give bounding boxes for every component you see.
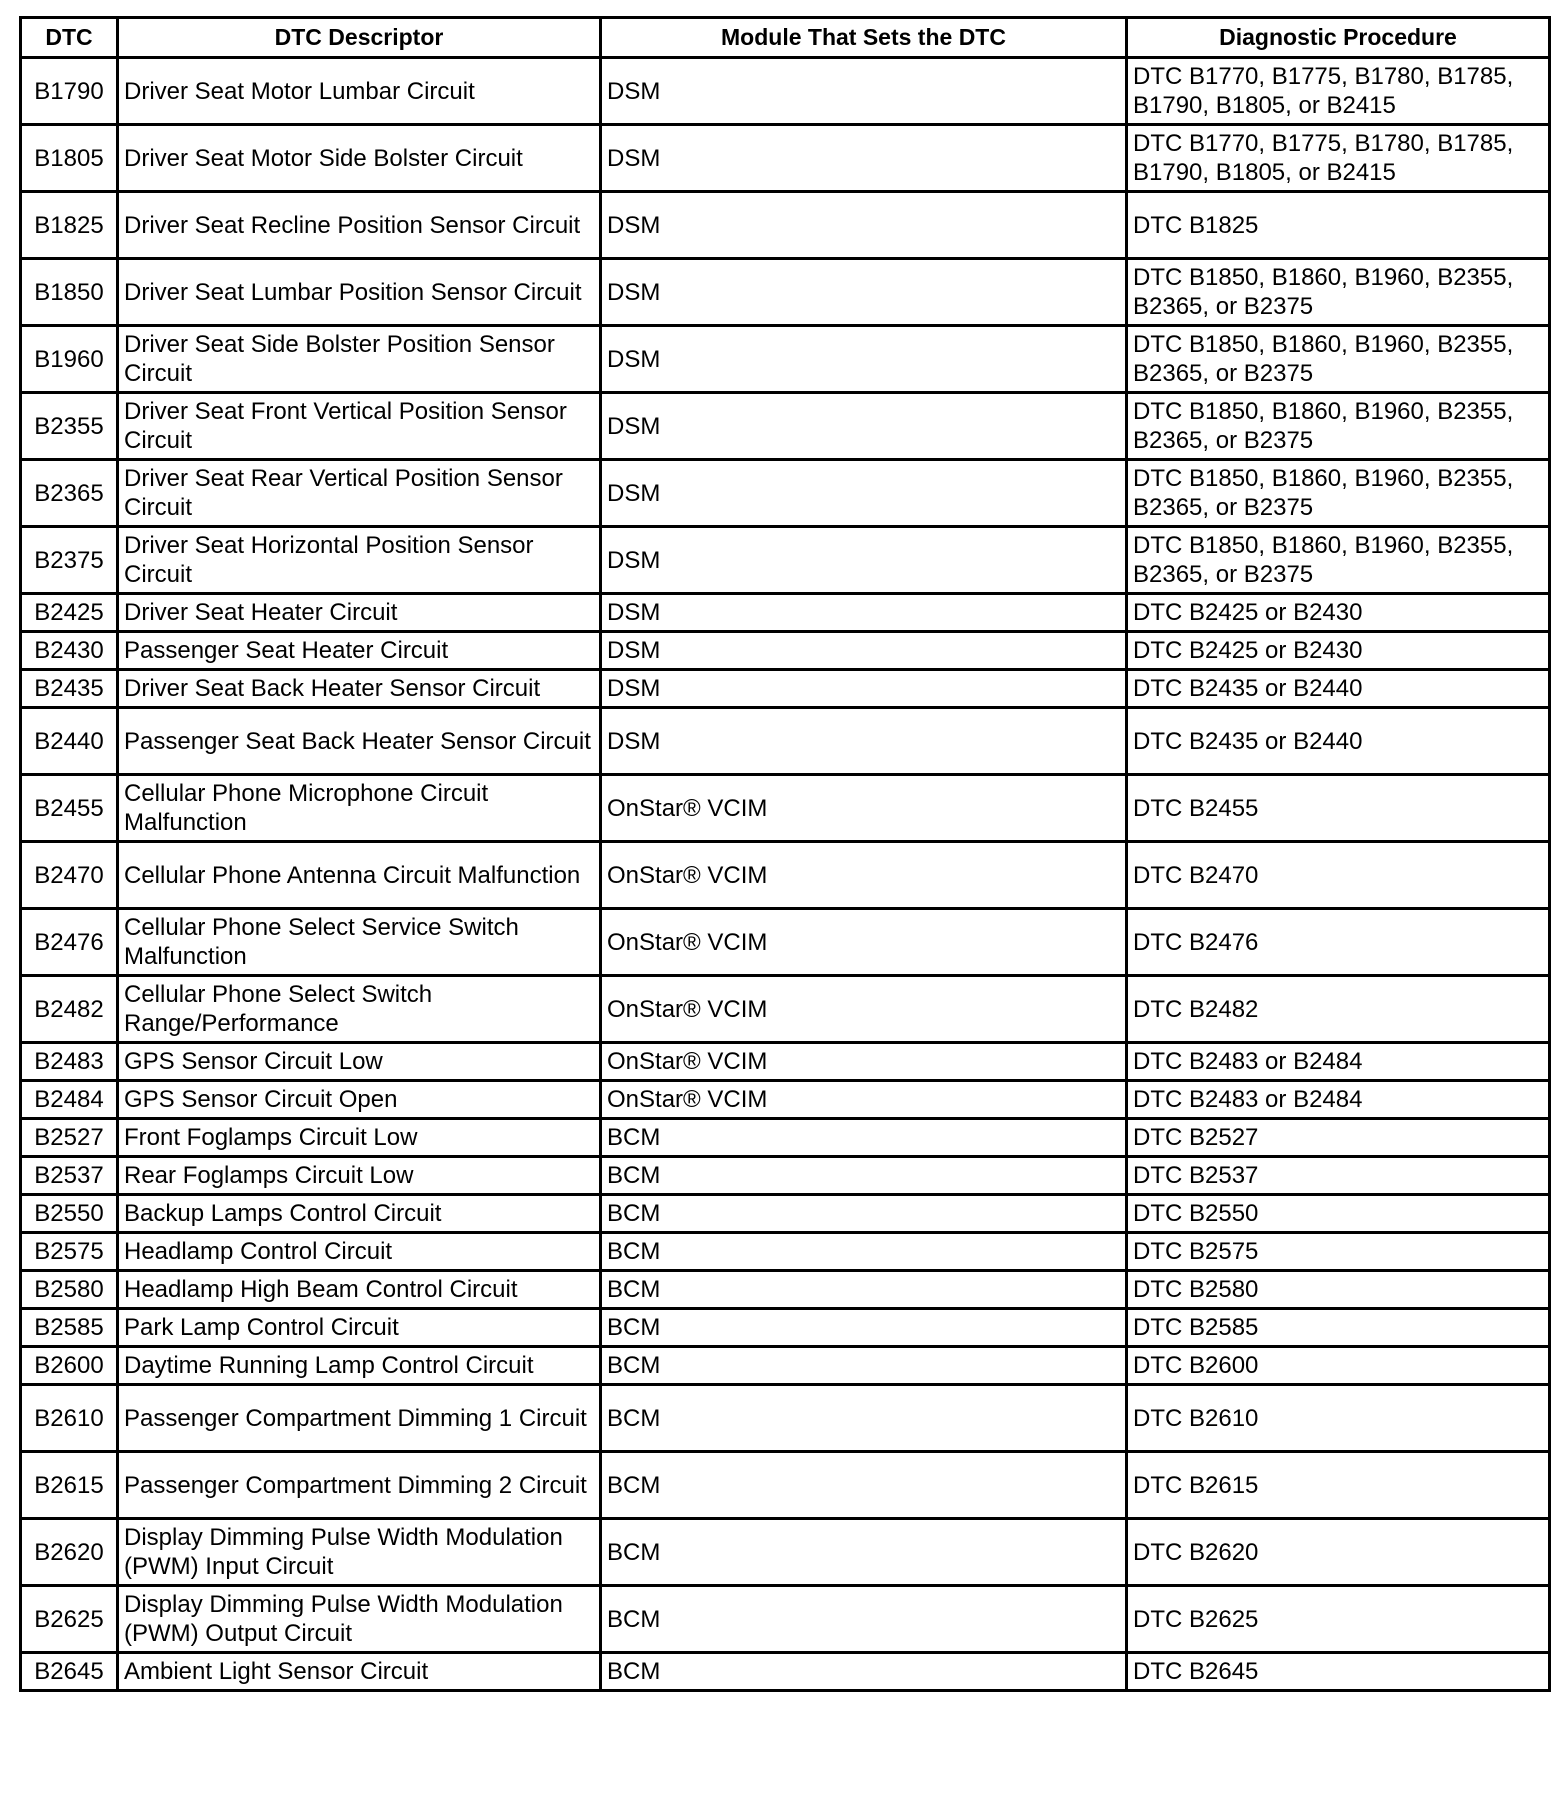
dtc-cell: B2610 <box>21 1385 118 1452</box>
table-row <box>21 632 1550 670</box>
dtc-cell: B2440 <box>21 708 118 775</box>
dtc-cell: B2537 <box>21 1157 118 1195</box>
procedure-cell: DTC B2600 <box>1127 1347 1550 1385</box>
descriptor-cell: Driver Seat Lumbar Position Sensor Circuit <box>118 259 601 326</box>
module-cell: DSM <box>601 670 1127 708</box>
procedure-cell: DTC B2610 <box>1127 1385 1550 1452</box>
descriptor-cell: Passenger Seat Back Heater Sensor Circuit <box>118 708 601 775</box>
module-cell: BCM <box>601 1119 1127 1157</box>
descriptor-cell: Park Lamp Control Circuit <box>118 1309 601 1347</box>
descriptor-cell: Headlamp Control Circuit <box>118 1233 601 1271</box>
dtc-cell: B2620 <box>21 1519 118 1586</box>
dtc-cell: B2375 <box>21 527 118 594</box>
descriptor-cell: Display Dimming Pulse Width Modulation (PWM) Output Circuit <box>118 1586 601 1653</box>
procedure-cell: DTC B1825 <box>1127 192 1550 259</box>
descriptor-cell: Cellular Phone Select Switch Range/Performance <box>118 976 601 1043</box>
module-cell: DSM <box>601 326 1127 393</box>
dtc-cell: B2625 <box>21 1586 118 1653</box>
dtc-cell: B2645 <box>21 1653 118 1691</box>
table-row <box>21 1043 1550 1081</box>
module-cell: DSM <box>601 393 1127 460</box>
descriptor-cell: Cellular Phone Select Service Switch Malfunction <box>118 909 601 976</box>
module-cell: BCM <box>601 1347 1127 1385</box>
dtc-cell: B2455 <box>21 775 118 842</box>
table-row <box>21 1452 1550 1519</box>
module-cell: OnStar® VCIM <box>601 909 1127 976</box>
module-cell: DSM <box>601 192 1127 259</box>
dtc-table <box>19 16 1551 1692</box>
table-row <box>21 976 1550 1043</box>
procedure-cell: DTC B1770, B1775, B1780, B1785, B1790, B1805, or B2415 <box>1127 58 1550 125</box>
module-cell: BCM <box>601 1653 1127 1691</box>
module-cell: OnStar® VCIM <box>601 976 1127 1043</box>
dtc-cell: B1825 <box>21 192 118 259</box>
descriptor-cell: Driver Seat Heater Circuit <box>118 594 601 632</box>
table-row <box>21 527 1550 594</box>
table-row <box>21 775 1550 842</box>
module-cell: DSM <box>601 460 1127 527</box>
table-row <box>21 1309 1550 1347</box>
descriptor-cell: Display Dimming Pulse Width Modulation (PWM) Input Circuit <box>118 1519 601 1586</box>
descriptor-cell: GPS Sensor Circuit Open <box>118 1081 601 1119</box>
dtc-cell: B2425 <box>21 594 118 632</box>
dtc-table-container <box>19 16 1548 1692</box>
module-cell: BCM <box>601 1157 1127 1195</box>
module-cell: DSM <box>601 594 1127 632</box>
table-row <box>21 393 1550 460</box>
procedure-cell: DTC B2455 <box>1127 775 1550 842</box>
table-row <box>21 460 1550 527</box>
module-cell: BCM <box>601 1233 1127 1271</box>
table-row <box>21 125 1550 192</box>
module-cell: DSM <box>601 632 1127 670</box>
table-row <box>21 1586 1550 1653</box>
procedure-cell: DTC B2435 or B2440 <box>1127 670 1550 708</box>
descriptor-cell: Ambient Light Sensor Circuit <box>118 1653 601 1691</box>
descriptor-cell: Driver Seat Motor Side Bolster Circuit <box>118 125 601 192</box>
dtc-cell: B2550 <box>21 1195 118 1233</box>
dtc-cell: B2575 <box>21 1233 118 1271</box>
module-cell: DSM <box>601 708 1127 775</box>
descriptor-cell: Headlamp High Beam Control Circuit <box>118 1271 601 1309</box>
module-cell: BCM <box>601 1309 1127 1347</box>
procedure-cell: DTC B2483 or B2484 <box>1127 1081 1550 1119</box>
table-row <box>21 909 1550 976</box>
descriptor-cell: Driver Seat Motor Lumbar Circuit <box>118 58 601 125</box>
dtc-cell: B2430 <box>21 632 118 670</box>
dtc-cell: B2580 <box>21 1271 118 1309</box>
descriptor-cell: Passenger Compartment Dimming 1 Circuit <box>118 1385 601 1452</box>
dtc-cell: B2476 <box>21 909 118 976</box>
descriptor-cell: Driver Seat Back Heater Sensor Circuit <box>118 670 601 708</box>
table-header-row <box>21 18 1550 58</box>
descriptor-cell: Passenger Compartment Dimming 2 Circuit <box>118 1452 601 1519</box>
module-cell: OnStar® VCIM <box>601 1081 1127 1119</box>
table-row <box>21 1385 1550 1452</box>
procedure-cell: DTC B1850, B1860, B1960, B2355, B2365, or B2375 <box>1127 460 1550 527</box>
procedure-cell: DTC B2470 <box>1127 842 1550 909</box>
descriptor-cell: Daytime Running Lamp Control Circuit <box>118 1347 601 1385</box>
table-row <box>21 1233 1550 1271</box>
descriptor-cell: Driver Seat Horizontal Position Sensor Circuit <box>118 527 601 594</box>
table-row <box>21 708 1550 775</box>
table-row <box>21 192 1550 259</box>
dtc-cell: B2527 <box>21 1119 118 1157</box>
procedure-cell: DTC B2615 <box>1127 1452 1550 1519</box>
table-row <box>21 326 1550 393</box>
module-cell: DSM <box>601 58 1127 125</box>
table-row <box>21 670 1550 708</box>
procedure-cell: DTC B2435 or B2440 <box>1127 708 1550 775</box>
procedure-cell: DTC B1850, B1860, B1960, B2355, B2365, or B2375 <box>1127 259 1550 326</box>
module-cell: DSM <box>601 259 1127 326</box>
table-row <box>21 1519 1550 1586</box>
descriptor-cell: Rear Foglamps Circuit Low <box>118 1157 601 1195</box>
table-row <box>21 1195 1550 1233</box>
descriptor-cell: Backup Lamps Control Circuit <box>118 1195 601 1233</box>
dtc-cell: B1850 <box>21 259 118 326</box>
dtc-cell: B1960 <box>21 326 118 393</box>
header-dtc-descriptor: DTC Descriptor <box>118 18 601 58</box>
descriptor-cell: Front Foglamps Circuit Low <box>118 1119 601 1157</box>
table-row <box>21 58 1550 125</box>
module-cell: DSM <box>601 527 1127 594</box>
header-dtc: DTC <box>21 18 118 58</box>
module-cell: OnStar® VCIM <box>601 775 1127 842</box>
table-body <box>21 58 1550 1691</box>
table-row <box>21 1347 1550 1385</box>
procedure-cell: DTC B2575 <box>1127 1233 1550 1271</box>
dtc-cell: B2484 <box>21 1081 118 1119</box>
module-cell: OnStar® VCIM <box>601 1043 1127 1081</box>
procedure-cell: DTC B1850, B1860, B1960, B2355, B2365, or B2375 <box>1127 326 1550 393</box>
procedure-cell: DTC B2482 <box>1127 976 1550 1043</box>
table-row <box>21 842 1550 909</box>
descriptor-cell: Cellular Phone Antenna Circuit Malfunction <box>118 842 601 909</box>
procedure-cell: DTC B2425 or B2430 <box>1127 632 1550 670</box>
header-module: Module That Sets the DTC <box>601 18 1127 58</box>
module-cell: BCM <box>601 1271 1127 1309</box>
procedure-cell: DTC B2620 <box>1127 1519 1550 1586</box>
procedure-cell: DTC B2537 <box>1127 1157 1550 1195</box>
dtc-cell: B2482 <box>21 976 118 1043</box>
dtc-cell: B1805 <box>21 125 118 192</box>
module-cell: BCM <box>601 1586 1127 1653</box>
module-cell: DSM <box>601 125 1127 192</box>
descriptor-cell: Driver Seat Side Bolster Position Sensor Circuit <box>118 326 601 393</box>
procedure-cell: DTC B1850, B1860, B1960, B2355, B2365, or B2375 <box>1127 393 1550 460</box>
dtc-cell: B2435 <box>21 670 118 708</box>
dtc-cell: B2470 <box>21 842 118 909</box>
dtc-cell: B2585 <box>21 1309 118 1347</box>
dtc-cell: B1790 <box>21 58 118 125</box>
procedure-cell: DTC B2585 <box>1127 1309 1550 1347</box>
dtc-cell: B2615 <box>21 1452 118 1519</box>
module-cell: OnStar® VCIM <box>601 842 1127 909</box>
table-row <box>21 1271 1550 1309</box>
descriptor-cell: Passenger Seat Heater Circuit <box>118 632 601 670</box>
procedure-cell: DTC B2580 <box>1127 1271 1550 1309</box>
table-row <box>21 594 1550 632</box>
table-row <box>21 259 1550 326</box>
descriptor-cell: Driver Seat Front Vertical Position Sensor Circuit <box>118 393 601 460</box>
procedure-cell: DTC B2625 <box>1127 1586 1550 1653</box>
procedure-cell: DTC B2645 <box>1127 1653 1550 1691</box>
procedure-cell: DTC B2425 or B2430 <box>1127 594 1550 632</box>
dtc-cell: B2365 <box>21 460 118 527</box>
procedure-cell: DTC B2527 <box>1127 1119 1550 1157</box>
module-cell: BCM <box>601 1195 1127 1233</box>
procedure-cell: DTC B2476 <box>1127 909 1550 976</box>
module-cell: BCM <box>601 1385 1127 1452</box>
dtc-cell: B2355 <box>21 393 118 460</box>
table-row <box>21 1653 1550 1691</box>
dtc-cell: B2600 <box>21 1347 118 1385</box>
procedure-cell: DTC B1850, B1860, B1960, B2355, B2365, or B2375 <box>1127 527 1550 594</box>
table-row <box>21 1157 1550 1195</box>
header-diagnostic-procedure: Diagnostic Procedure <box>1127 18 1550 58</box>
table-row <box>21 1119 1550 1157</box>
procedure-cell: DTC B2550 <box>1127 1195 1550 1233</box>
procedure-cell: DTC B1770, B1775, B1780, B1785, B1790, B1805, or B2415 <box>1127 125 1550 192</box>
procedure-cell: DTC B2483 or B2484 <box>1127 1043 1550 1081</box>
descriptor-cell: Cellular Phone Microphone Circuit Malfunction <box>118 775 601 842</box>
table-row <box>21 1081 1550 1119</box>
module-cell: BCM <box>601 1452 1127 1519</box>
descriptor-cell: Driver Seat Rear Vertical Position Sensor Circuit <box>118 460 601 527</box>
dtc-cell: B2483 <box>21 1043 118 1081</box>
descriptor-cell: GPS Sensor Circuit Low <box>118 1043 601 1081</box>
descriptor-cell: Driver Seat Recline Position Sensor Circuit <box>118 192 601 259</box>
module-cell: BCM <box>601 1519 1127 1586</box>
